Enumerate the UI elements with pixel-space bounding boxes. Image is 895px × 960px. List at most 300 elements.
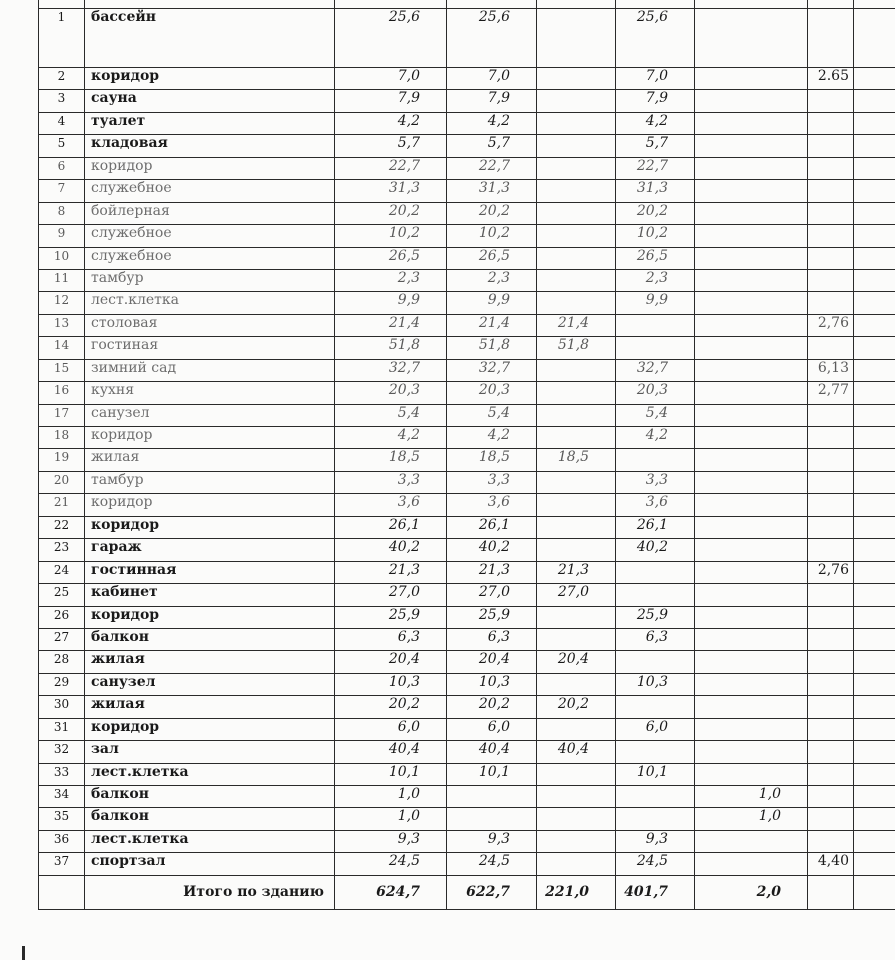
table-row bbox=[39, 651, 895, 673]
ceiling-height bbox=[808, 718, 854, 740]
total-area: 40,4 bbox=[335, 741, 447, 763]
room-name: жилая bbox=[85, 449, 335, 471]
balcony-area bbox=[695, 561, 808, 583]
total-area: 7,9 bbox=[335, 90, 447, 112]
area-col2: 26,5 bbox=[447, 247, 537, 269]
ceiling-height bbox=[808, 786, 854, 808]
living-area bbox=[537, 808, 616, 830]
balcony-area bbox=[695, 180, 808, 202]
table-row bbox=[39, 696, 895, 718]
room-name: коридор bbox=[85, 157, 335, 179]
ceiling-height bbox=[808, 269, 854, 291]
auxiliary-area bbox=[616, 696, 695, 718]
room-name: жилая bbox=[85, 696, 335, 718]
auxiliary-area: 22,7 bbox=[616, 157, 695, 179]
ceiling-height bbox=[808, 9, 854, 68]
table-row bbox=[39, 628, 895, 650]
row-number: 34 bbox=[39, 786, 85, 808]
table-row bbox=[39, 561, 895, 583]
row-number: 13 bbox=[39, 314, 85, 336]
total-label: Итого по зданию bbox=[85, 875, 335, 909]
extra-cell bbox=[854, 225, 895, 247]
room-name: сауна bbox=[85, 90, 335, 112]
living-area bbox=[537, 382, 616, 404]
auxiliary-area: 4,2 bbox=[616, 427, 695, 449]
area-col2: 7,0 bbox=[447, 68, 537, 90]
auxiliary-area: 10,3 bbox=[616, 673, 695, 695]
room-name: гостинная bbox=[85, 561, 335, 583]
area-col2: 31,3 bbox=[447, 180, 537, 202]
table-row bbox=[39, 449, 895, 471]
balcony-area bbox=[695, 718, 808, 740]
living-area bbox=[537, 516, 616, 538]
total-area: 5,4 bbox=[335, 404, 447, 426]
living-area bbox=[537, 90, 616, 112]
room-name: служебное bbox=[85, 180, 335, 202]
row-number: 29 bbox=[39, 673, 85, 695]
table-row bbox=[39, 337, 895, 359]
living-area bbox=[537, 471, 616, 493]
balcony-area bbox=[695, 292, 808, 314]
extra-cell bbox=[854, 180, 895, 202]
extra-cell bbox=[854, 427, 895, 449]
room-name: бойлерная bbox=[85, 202, 335, 224]
living-area bbox=[537, 68, 616, 90]
balcony-area: 1,0 bbox=[695, 786, 808, 808]
room-name: коридор bbox=[85, 516, 335, 538]
room-name: служебное bbox=[85, 225, 335, 247]
balcony-area bbox=[695, 673, 808, 695]
extra-cell bbox=[854, 651, 895, 673]
ceiling-height bbox=[808, 202, 854, 224]
row-number: 2 bbox=[39, 68, 85, 90]
total-area: 10,3 bbox=[335, 673, 447, 695]
living-area bbox=[537, 786, 616, 808]
ceiling-height bbox=[808, 471, 854, 493]
balcony-area bbox=[695, 427, 808, 449]
living-area bbox=[537, 225, 616, 247]
table-row bbox=[39, 786, 895, 808]
header-remnant-row bbox=[39, 0, 895, 9]
living-area bbox=[537, 202, 616, 224]
total-area: 21,4 bbox=[335, 314, 447, 336]
total-area: 27,0 bbox=[335, 584, 447, 606]
table-row bbox=[39, 9, 895, 68]
balcony-area bbox=[695, 471, 808, 493]
table-body bbox=[39, 0, 895, 875]
extra-cell bbox=[854, 202, 895, 224]
living-area bbox=[537, 853, 616, 875]
auxiliary-area bbox=[616, 337, 695, 359]
row-number: 4 bbox=[39, 112, 85, 134]
row-number: 24 bbox=[39, 561, 85, 583]
ceiling-height bbox=[808, 494, 854, 516]
row-number: 28 bbox=[39, 651, 85, 673]
living-area: 21,4 bbox=[537, 314, 616, 336]
table-row bbox=[39, 853, 895, 875]
auxiliary-area: 3,6 bbox=[616, 494, 695, 516]
ceiling-height: 2.65 bbox=[808, 68, 854, 90]
table-row bbox=[39, 808, 895, 830]
extra-cell bbox=[854, 853, 895, 875]
balcony-area bbox=[695, 269, 808, 291]
living-area: 21,3 bbox=[537, 561, 616, 583]
table-row bbox=[39, 427, 895, 449]
ceiling-height bbox=[808, 808, 854, 830]
total-area: 6,0 bbox=[335, 718, 447, 740]
balcony-area bbox=[695, 606, 808, 628]
balcony-area bbox=[695, 651, 808, 673]
total-living-area: 221,0 bbox=[537, 875, 616, 909]
extra-cell bbox=[854, 359, 895, 381]
room-name: гараж bbox=[85, 539, 335, 561]
extra-cell bbox=[854, 68, 895, 90]
total-area: 9,9 bbox=[335, 292, 447, 314]
area-col2: 6,0 bbox=[447, 718, 537, 740]
living-area bbox=[537, 247, 616, 269]
living-area bbox=[537, 628, 616, 650]
balcony-area bbox=[695, 112, 808, 134]
area-col2: 40,2 bbox=[447, 539, 537, 561]
living-area bbox=[537, 292, 616, 314]
header-cell bbox=[616, 0, 695, 9]
row-number: 16 bbox=[39, 382, 85, 404]
balcony-area bbox=[695, 404, 808, 426]
auxiliary-area bbox=[616, 584, 695, 606]
balcony-area bbox=[695, 763, 808, 785]
living-area: 40,4 bbox=[537, 741, 616, 763]
extra-cell bbox=[854, 9, 895, 68]
area-col2: 10,1 bbox=[447, 763, 537, 785]
auxiliary-area bbox=[616, 561, 695, 583]
table-row bbox=[39, 539, 895, 561]
table-row bbox=[39, 471, 895, 493]
extra-cell bbox=[854, 404, 895, 426]
header-cell bbox=[39, 0, 85, 9]
area-col2: 3,3 bbox=[447, 471, 537, 493]
table-row bbox=[39, 763, 895, 785]
extra-cell bbox=[854, 606, 895, 628]
area-col2 bbox=[447, 786, 537, 808]
auxiliary-area: 10,2 bbox=[616, 225, 695, 247]
living-area bbox=[537, 269, 616, 291]
total-area: 21,3 bbox=[335, 561, 447, 583]
total-area: 4,2 bbox=[335, 112, 447, 134]
extra-cell bbox=[854, 584, 895, 606]
room-name: туалет bbox=[85, 112, 335, 134]
extra-cell bbox=[854, 718, 895, 740]
room-name: коридор bbox=[85, 427, 335, 449]
auxiliary-area: 20,2 bbox=[616, 202, 695, 224]
header-cell bbox=[85, 0, 335, 9]
extra-cell bbox=[854, 269, 895, 291]
balcony-area bbox=[695, 314, 808, 336]
balcony-area bbox=[695, 359, 808, 381]
ceiling-height bbox=[808, 516, 854, 538]
extra-cell bbox=[854, 112, 895, 134]
room-name: гостиная bbox=[85, 337, 335, 359]
room-name: тамбур bbox=[85, 269, 335, 291]
total-area-col2: 622,7 bbox=[447, 875, 537, 909]
ceiling-height bbox=[808, 337, 854, 359]
row-number: 26 bbox=[39, 606, 85, 628]
total-area: 26,5 bbox=[335, 247, 447, 269]
room-name: балкон bbox=[85, 786, 335, 808]
room-name: санузел bbox=[85, 673, 335, 695]
ceiling-height bbox=[808, 651, 854, 673]
area-col2: 21,4 bbox=[447, 314, 537, 336]
extra-cell bbox=[854, 628, 895, 650]
area-col2: 27,0 bbox=[447, 584, 537, 606]
extra-cell bbox=[854, 696, 895, 718]
total-area: 24,5 bbox=[335, 853, 447, 875]
ceiling-height bbox=[808, 449, 854, 471]
ceiling-height bbox=[808, 404, 854, 426]
table-row bbox=[39, 180, 895, 202]
area-col2: 10,3 bbox=[447, 673, 537, 695]
row-number: 9 bbox=[39, 225, 85, 247]
room-name: коридор bbox=[85, 68, 335, 90]
row-number: 14 bbox=[39, 337, 85, 359]
ceiling-height bbox=[808, 673, 854, 695]
ceiling-height bbox=[808, 112, 854, 134]
balcony-area bbox=[695, 449, 808, 471]
ceiling-height bbox=[808, 247, 854, 269]
table-row bbox=[39, 404, 895, 426]
room-name: балкон bbox=[85, 808, 335, 830]
total-area: 7,0 bbox=[335, 68, 447, 90]
row-number: 1 bbox=[39, 9, 85, 68]
room-name: кладовая bbox=[85, 135, 335, 157]
ceiling-height bbox=[808, 157, 854, 179]
auxiliary-area: 26,1 bbox=[616, 516, 695, 538]
area-col2: 51,8 bbox=[447, 337, 537, 359]
extra-cell bbox=[854, 830, 895, 852]
area-col2: 2,3 bbox=[447, 269, 537, 291]
ceiling-height bbox=[808, 763, 854, 785]
auxiliary-area: 40,2 bbox=[616, 539, 695, 561]
area-col2: 6,3 bbox=[447, 628, 537, 650]
header-cell bbox=[447, 0, 537, 9]
ceiling-height bbox=[808, 696, 854, 718]
total-number-cell bbox=[39, 875, 85, 909]
extra-cell bbox=[854, 292, 895, 314]
area-col2: 24,5 bbox=[447, 853, 537, 875]
total-area: 18,5 bbox=[335, 449, 447, 471]
row-number: 33 bbox=[39, 763, 85, 785]
row-number: 5 bbox=[39, 135, 85, 157]
extra-cell bbox=[854, 314, 895, 336]
area-col2: 3,6 bbox=[447, 494, 537, 516]
balcony-area bbox=[695, 9, 808, 68]
living-area bbox=[537, 830, 616, 852]
room-name: балкон bbox=[85, 628, 335, 650]
area-col2: 20,3 bbox=[447, 382, 537, 404]
total-area: 20,4 bbox=[335, 651, 447, 673]
area-col2: 21,3 bbox=[447, 561, 537, 583]
ceiling-height: 4,40 bbox=[808, 853, 854, 875]
extra-cell bbox=[854, 673, 895, 695]
header-cell bbox=[854, 0, 895, 9]
room-name: спортзал bbox=[85, 853, 335, 875]
auxiliary-area: 5,4 bbox=[616, 404, 695, 426]
table-row bbox=[39, 606, 895, 628]
balcony-area bbox=[695, 628, 808, 650]
header-cell bbox=[695, 0, 808, 9]
balcony-area bbox=[695, 696, 808, 718]
room-area-table bbox=[38, 0, 895, 910]
room-name: коридор bbox=[85, 718, 335, 740]
row-number: 30 bbox=[39, 696, 85, 718]
extra-cell bbox=[854, 741, 895, 763]
total-area: 1,0 bbox=[335, 808, 447, 830]
total-area: 1,0 bbox=[335, 786, 447, 808]
balcony-area bbox=[695, 68, 808, 90]
balcony-area bbox=[695, 382, 808, 404]
extra-cell bbox=[854, 449, 895, 471]
row-number: 11 bbox=[39, 269, 85, 291]
living-area: 18,5 bbox=[537, 449, 616, 471]
total-area: 22,7 bbox=[335, 157, 447, 179]
row-number: 23 bbox=[39, 539, 85, 561]
living-area bbox=[537, 157, 616, 179]
area-col2: 18,5 bbox=[447, 449, 537, 471]
ceiling-height bbox=[808, 292, 854, 314]
total-row bbox=[39, 875, 895, 909]
room-name: зал bbox=[85, 741, 335, 763]
extra-cell bbox=[854, 494, 895, 516]
header-cell bbox=[335, 0, 447, 9]
room-name: кухня bbox=[85, 382, 335, 404]
auxiliary-area: 32,7 bbox=[616, 359, 695, 381]
living-area bbox=[537, 606, 616, 628]
row-number: 19 bbox=[39, 449, 85, 471]
area-col2: 9,9 bbox=[447, 292, 537, 314]
auxiliary-area: 3,3 bbox=[616, 471, 695, 493]
area-col2: 10,2 bbox=[447, 225, 537, 247]
ceiling-height bbox=[808, 180, 854, 202]
row-number: 15 bbox=[39, 359, 85, 381]
auxiliary-area: 6,3 bbox=[616, 628, 695, 650]
living-area bbox=[537, 9, 616, 68]
auxiliary-area: 25,6 bbox=[616, 9, 695, 68]
ceiling-height bbox=[808, 628, 854, 650]
total-area: 3,6 bbox=[335, 494, 447, 516]
room-name: коридор bbox=[85, 494, 335, 516]
total-area: 31,3 bbox=[335, 180, 447, 202]
row-number: 21 bbox=[39, 494, 85, 516]
room-name: бассейн bbox=[85, 9, 335, 68]
auxiliary-area bbox=[616, 651, 695, 673]
ceiling-height bbox=[808, 90, 854, 112]
row-number: 7 bbox=[39, 180, 85, 202]
area-col2: 26,1 bbox=[447, 516, 537, 538]
area-col2: 20,2 bbox=[447, 696, 537, 718]
row-number: 36 bbox=[39, 830, 85, 852]
area-col2: 5,4 bbox=[447, 404, 537, 426]
extra-cell bbox=[854, 808, 895, 830]
area-col2: 20,4 bbox=[447, 651, 537, 673]
row-number: 31 bbox=[39, 718, 85, 740]
table-row bbox=[39, 830, 895, 852]
table-row bbox=[39, 90, 895, 112]
table-row bbox=[39, 157, 895, 179]
table-row bbox=[39, 135, 895, 157]
table-row bbox=[39, 359, 895, 381]
row-number: 37 bbox=[39, 853, 85, 875]
room-name: лест.клетка bbox=[85, 292, 335, 314]
area-col2: 20,2 bbox=[447, 202, 537, 224]
balcony-area bbox=[695, 516, 808, 538]
balcony-area bbox=[695, 337, 808, 359]
balcony-area bbox=[695, 830, 808, 852]
total-area: 10,1 bbox=[335, 763, 447, 785]
living-area: 51,8 bbox=[537, 337, 616, 359]
total-area: 20,3 bbox=[335, 382, 447, 404]
row-number: 10 bbox=[39, 247, 85, 269]
room-name: санузел bbox=[85, 404, 335, 426]
extra-cell bbox=[854, 337, 895, 359]
auxiliary-area bbox=[616, 808, 695, 830]
total-extra-cell bbox=[854, 875, 895, 909]
extra-cell bbox=[854, 786, 895, 808]
auxiliary-area bbox=[616, 786, 695, 808]
ceiling-height bbox=[808, 427, 854, 449]
living-area bbox=[537, 404, 616, 426]
row-number: 25 bbox=[39, 584, 85, 606]
living-area bbox=[537, 112, 616, 134]
auxiliary-area: 6,0 bbox=[616, 718, 695, 740]
header-cell bbox=[537, 0, 616, 9]
ceiling-height: 2,76 bbox=[808, 561, 854, 583]
balcony-area bbox=[695, 225, 808, 247]
auxiliary-area bbox=[616, 741, 695, 763]
table-row bbox=[39, 292, 895, 314]
total-area: 6,3 bbox=[335, 628, 447, 650]
living-area bbox=[537, 494, 616, 516]
balcony-area bbox=[695, 202, 808, 224]
balcony-area bbox=[695, 157, 808, 179]
table-row bbox=[39, 584, 895, 606]
table-row bbox=[39, 112, 895, 134]
total-area: 4,2 bbox=[335, 427, 447, 449]
area-col2: 40,4 bbox=[447, 741, 537, 763]
table-row bbox=[39, 382, 895, 404]
table-row bbox=[39, 516, 895, 538]
table-row bbox=[39, 225, 895, 247]
extra-cell bbox=[854, 157, 895, 179]
area-col2: 5,7 bbox=[447, 135, 537, 157]
extra-cell bbox=[854, 135, 895, 157]
row-number: 8 bbox=[39, 202, 85, 224]
room-name: кабинет bbox=[85, 584, 335, 606]
area-col2 bbox=[447, 808, 537, 830]
extra-cell bbox=[854, 763, 895, 785]
total-area: 20,2 bbox=[335, 696, 447, 718]
area-col2: 4,2 bbox=[447, 427, 537, 449]
ceiling-height: 2,77 bbox=[808, 382, 854, 404]
living-area bbox=[537, 359, 616, 381]
header-cell bbox=[808, 0, 854, 9]
extra-cell bbox=[854, 516, 895, 538]
total-area: 25,9 bbox=[335, 606, 447, 628]
living-area bbox=[537, 718, 616, 740]
ceiling-height bbox=[808, 539, 854, 561]
total-area: 20,2 bbox=[335, 202, 447, 224]
total-area: 3,3 bbox=[335, 471, 447, 493]
row-number: 27 bbox=[39, 628, 85, 650]
table-row bbox=[39, 247, 895, 269]
